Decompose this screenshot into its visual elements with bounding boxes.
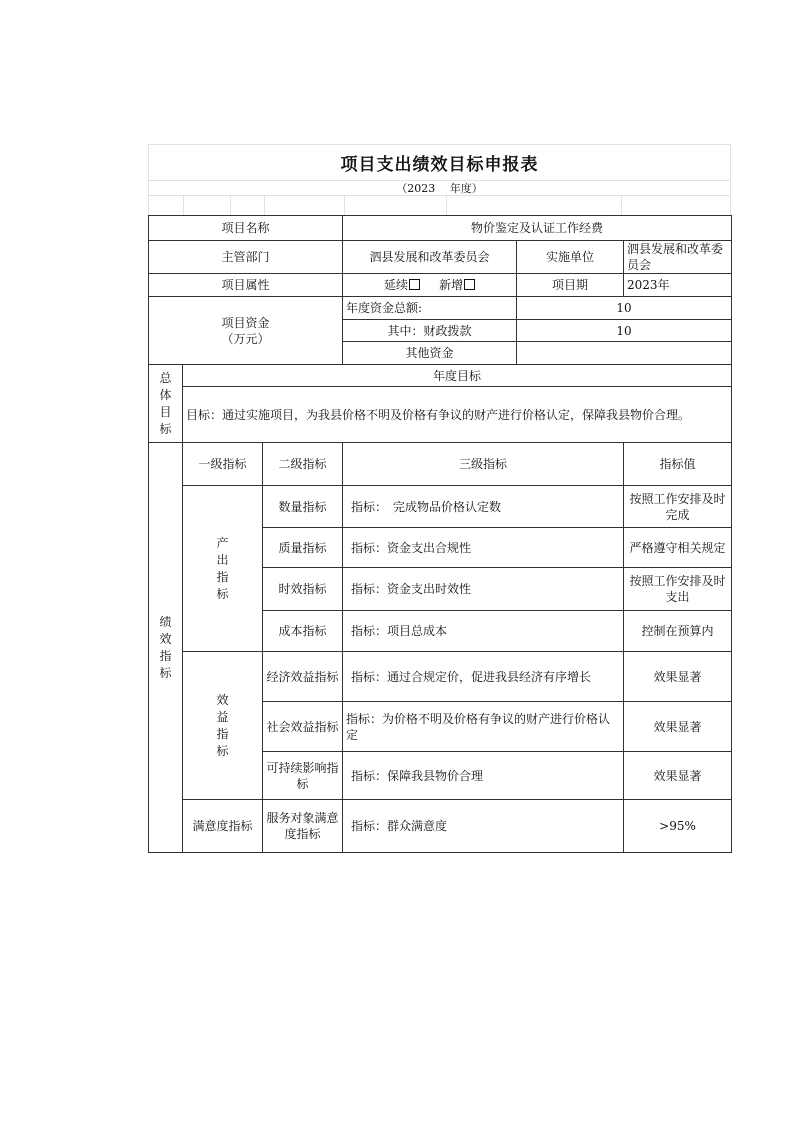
fund-total-value: 10	[517, 297, 732, 320]
group-benefit-text: 效益指标	[216, 692, 229, 758]
period-label: 项目期	[517, 274, 624, 297]
continue-checkbox[interactable]	[409, 279, 420, 290]
goal-header: 年度目标	[183, 365, 732, 387]
group-satisfaction-label: 满意度指标	[183, 800, 263, 853]
dept-value: 泗县发展和改革委员会	[343, 241, 517, 274]
level2-cell: 服务对象满意度指标	[263, 800, 343, 853]
attr-new-label: 新增	[439, 278, 464, 292]
info-table	[148, 215, 732, 853]
dept-label: 主管部门	[149, 241, 343, 274]
goal-text: 目标：通过实施项目，为我县价格不明及价格有争议的财产进行价格认定，保障我县物价合理。	[183, 387, 732, 443]
level2-cell: 时效指标	[263, 568, 343, 611]
level2-cell: 成本指标	[263, 611, 343, 652]
fund-label-line2: （万元）	[221, 331, 270, 346]
perf-side-text: 绩效指标	[159, 614, 172, 680]
form-year: （2023 年度）	[148, 180, 731, 196]
level3-cell: 指标：为价格不明及价格有争议的财产进行价格认定	[343, 702, 624, 752]
level3-cell: 指标：群众满意度	[343, 800, 624, 853]
impl-label: 实施单位	[517, 241, 624, 274]
level2-cell: 经济效益指标	[263, 652, 343, 702]
goal-side-text: 总体目标	[159, 370, 172, 436]
fund-label-line1: 项目资金	[221, 315, 270, 330]
level2-cell: 可持续影响指标	[263, 752, 343, 800]
value-cell: 按照工作安排及时支出	[624, 568, 732, 611]
level2-cell: 社会效益指标	[263, 702, 343, 752]
value-cell: 效果显著	[624, 752, 732, 800]
level3-cell: 指标：资金支出合规性	[343, 528, 624, 568]
attr-label: 项目属性	[149, 274, 343, 297]
form-title: 项目支出绩效目标申报表	[148, 144, 731, 180]
value-cell: 控制在预算内	[624, 611, 732, 652]
group-output-label	[183, 486, 263, 652]
col-level3-header: 三级指标	[343, 443, 624, 486]
level3-cell: 指标： 完成物品价格认定数	[343, 486, 624, 528]
impl-value: 泗县发展和改革委员会	[624, 241, 732, 274]
blank-spacer-row	[148, 196, 731, 215]
performance-form	[148, 144, 731, 853]
attr-options	[343, 274, 517, 297]
goal-side-label	[149, 365, 183, 443]
col-level1-header: 一级指标	[183, 443, 263, 486]
group-benefit-label	[183, 652, 263, 800]
perf-side-label	[149, 443, 183, 853]
level3-cell: 指标：资金支出时效性	[343, 568, 624, 611]
level2-cell: 质量指标	[263, 528, 343, 568]
value-cell: 严格遵守相关规定	[624, 528, 732, 568]
group-output-text: 产出指标	[216, 535, 229, 601]
attr-continue-label: 延续	[383, 278, 408, 292]
value-cell: >95%	[624, 800, 732, 853]
fund-label	[149, 297, 343, 365]
new-checkbox[interactable]	[464, 279, 475, 290]
period-value: 2023年	[624, 274, 732, 297]
fund-fiscal-label: 其中：财政拨款	[343, 320, 517, 342]
value-cell: 效果显著	[624, 702, 732, 752]
fund-other-value	[517, 342, 732, 365]
fund-fiscal-value: 10	[517, 320, 732, 342]
level2-cell: 数量指标	[263, 486, 343, 528]
project-name-value: 物价鉴定及认证工作经费	[343, 216, 732, 241]
project-name-label: 项目名称	[149, 216, 343, 241]
value-cell: 按照工作安排及时完成	[624, 486, 732, 528]
level3-cell: 指标：通过合规定价，促进我县经济有序增长	[343, 652, 624, 702]
col-level2-header: 二级指标	[263, 443, 343, 486]
level3-cell: 指标：项目总成本	[343, 611, 624, 652]
level3-cell: 指标：保障我县物价合理	[343, 752, 624, 800]
fund-other-label: 其他资金	[343, 342, 517, 365]
col-value-header: 指标值	[624, 443, 732, 486]
fund-total-label: 年度资金总额:	[343, 297, 517, 320]
value-cell: 效果显著	[624, 652, 732, 702]
